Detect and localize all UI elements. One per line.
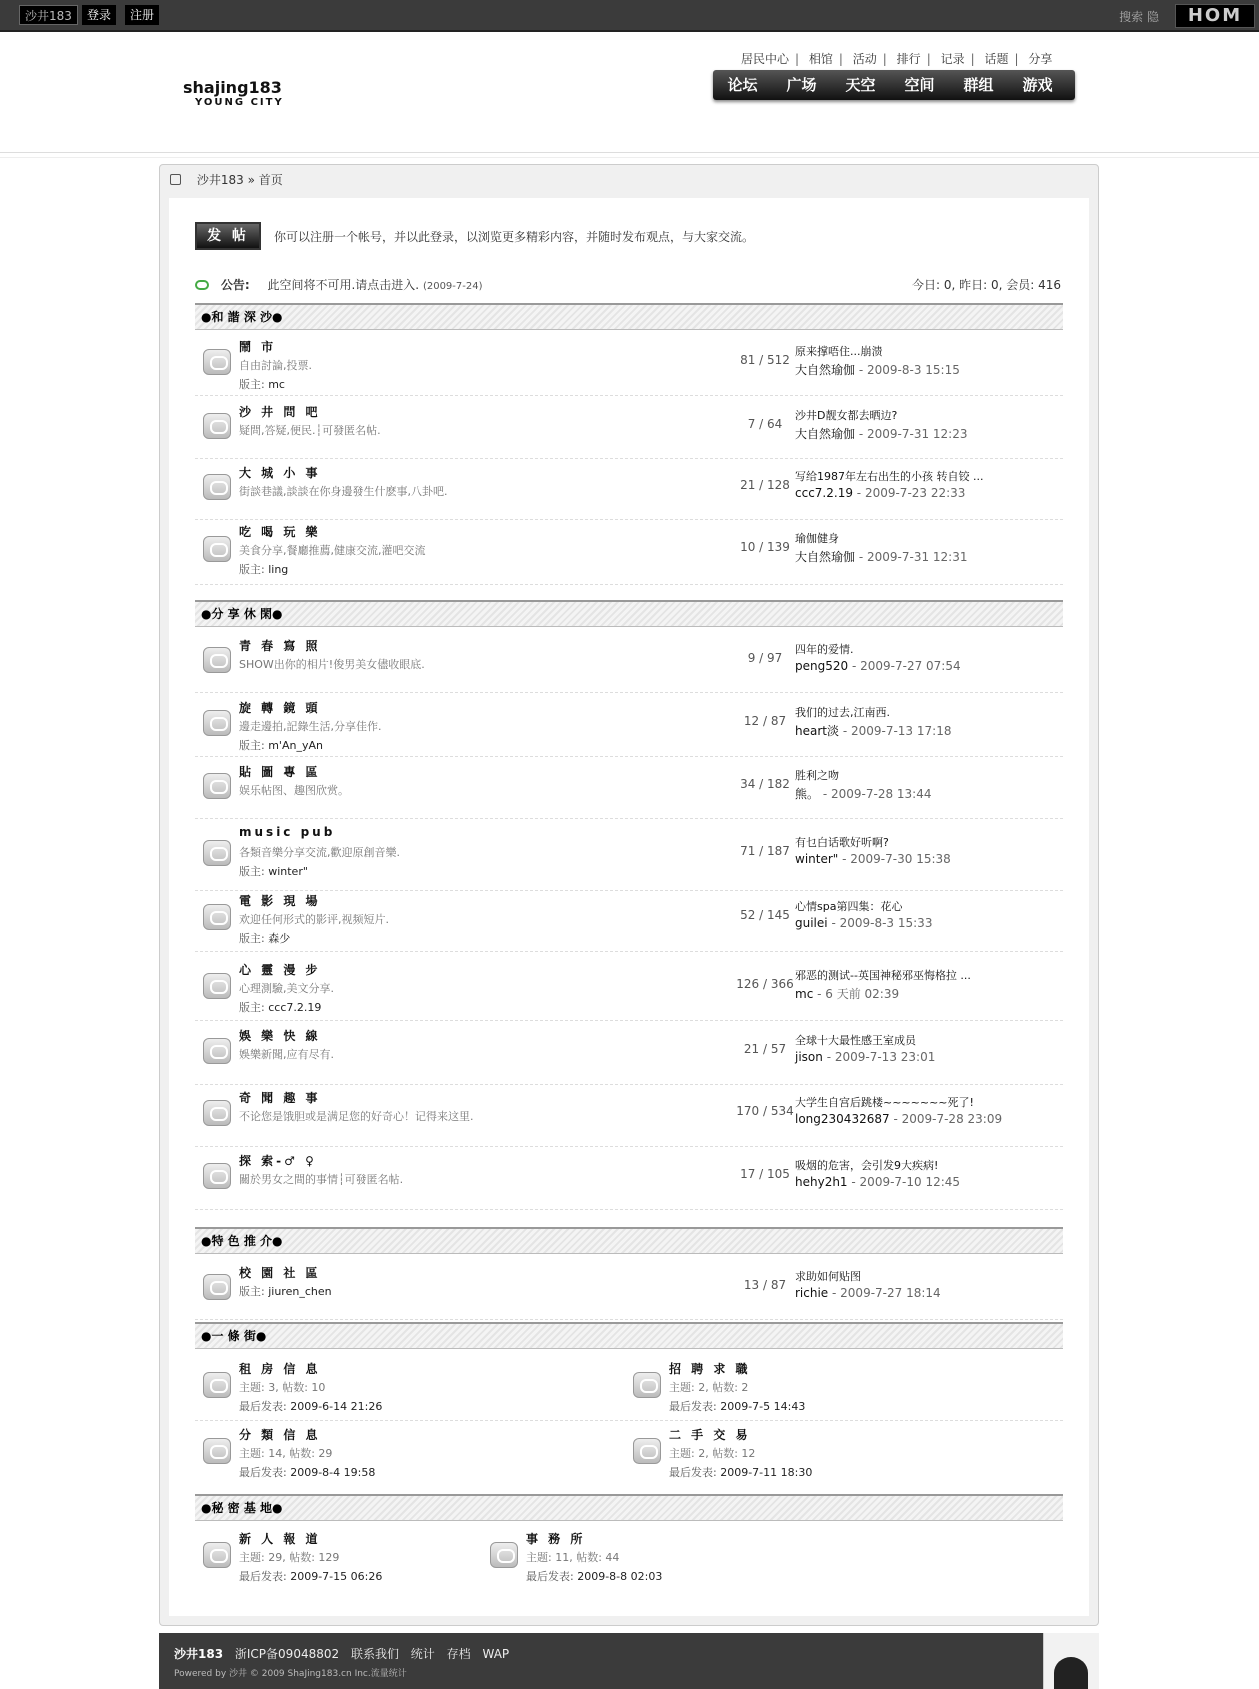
login-link[interactable]: 登录: [82, 5, 116, 25]
last-post-time: 2009-7-5 14:43: [720, 1400, 806, 1413]
forum-description: 自由討論,投票.: [239, 359, 312, 372]
forum-description: 心理測驗,美文分享.: [239, 982, 334, 995]
last-post-title[interactable]: 沙井D靓女都去晒边?: [795, 409, 898, 422]
announcement-link[interactable]: 此空间将不可用.请点击进入.: [267, 278, 420, 292]
forum-counts: 81 / 512: [740, 353, 790, 367]
top-nav: 居民中心 | 相馆 | 活动 | 排行 | 记录 | 话题 | 分享: [741, 52, 1053, 66]
forum-description: 邊走邊拍,記錄生活,分享佳作.: [239, 720, 382, 733]
nav-space[interactable]: 空间: [904, 76, 935, 94]
last-post-title[interactable]: 我们的过去,江南西.: [795, 706, 890, 719]
moderator-label: 版主:: [239, 1001, 265, 1014]
subforum-stats: 主题: 3, 帖数: 10: [239, 1381, 326, 1394]
last-post-title[interactable]: 写给1987年左右出生的小孩 转自铰 ...: [795, 470, 984, 483]
announcement-icon: [195, 280, 209, 290]
forum-icon: [203, 474, 231, 500]
subforum-last: [239, 1464, 375, 1480]
forum-icon: [203, 413, 231, 439]
section-header[interactable]: ●一 條 街●: [195, 1322, 1063, 1349]
forum-counts: 52 / 145: [740, 908, 790, 922]
forum-row: [195, 957, 1063, 1021]
nav-share[interactable]: 分享: [1028, 52, 1053, 66]
forum-description: 娛樂新聞,应有尽有.: [239, 1048, 334, 1061]
last-post-time: - 2009-8-3 15:15: [858, 363, 960, 377]
forum-moderator: [239, 561, 288, 577]
footer-avatar: [1043, 1633, 1099, 1689]
nav-games[interactable]: 游戏: [1022, 76, 1053, 94]
forum-name[interactable]: 校 園 社 區: [239, 1266, 321, 1280]
moderator-name[interactable]: winter": [268, 865, 308, 878]
last-post-meta: [795, 425, 968, 442]
section-header[interactable]: ●秘 密 基 地●: [195, 1494, 1063, 1521]
forum-row: [195, 1023, 1063, 1085]
forum-icon: [203, 1438, 231, 1464]
last-post-title[interactable]: 邪恶的测试--英国神秘邪巫悔格拉 ...: [795, 969, 971, 982]
forum-name[interactable]: 心 靈 漫 步: [239, 963, 321, 977]
forum-counts: 21 / 57: [743, 1042, 787, 1056]
last-post-time: - 6 天前 02:39: [817, 987, 900, 1001]
forum-counts: 34 / 182: [740, 777, 790, 791]
last-post-meta: [795, 1175, 960, 1189]
site-stats: 今日: 0, 昨日: 0, 会员: 416: [911, 278, 1061, 292]
nav-records[interactable]: 记录: [940, 52, 965, 66]
forum-icon: [633, 1438, 661, 1464]
last-post-meta: [795, 1286, 941, 1300]
new-post-button[interactable]: 发 帖: [195, 222, 261, 250]
moderator-label: 版主:: [239, 739, 265, 752]
subforum-name[interactable]: 租 房 信 息: [239, 1362, 321, 1376]
register-link[interactable]: 注册: [125, 5, 159, 25]
last-post-time: 2009-8-4 19:58: [290, 1466, 376, 1479]
forum-icon: [203, 710, 231, 736]
last-post-meta: [795, 916, 932, 930]
last-post-author[interactable]: 大自然瑜伽: [795, 550, 856, 564]
forum-description: 欢迎任何形式的影评,视频短片.: [239, 913, 389, 926]
last-post-title[interactable]: 全球十大最性感王室成员: [795, 1034, 916, 1047]
forum-row: [195, 334, 1063, 396]
announcement-bar: [195, 276, 1061, 293]
nav-groups[interactable]: 群组: [963, 76, 994, 94]
last-label: 最后发表:: [239, 1570, 287, 1583]
forum-icon: [203, 1163, 231, 1189]
forum-description: 各類音樂分享交流,歡迎原創音樂.: [239, 846, 400, 859]
announcement-date: (2009-7-24): [422, 281, 483, 292]
nav-ranking[interactable]: 排行: [896, 52, 921, 66]
subforum-name[interactable]: 新 人 報 道: [239, 1532, 321, 1546]
forum-icon: [203, 1542, 231, 1568]
last-post-time: - 2009-7-31 12:31: [858, 550, 968, 564]
last-post-author[interactable]: 大自然瑜伽: [795, 427, 856, 441]
footer-contact[interactable]: 联系我们: [350, 1647, 399, 1661]
last-post-time: - 2009-7-27 18:14: [832, 1286, 941, 1300]
forum-name[interactable]: music pub: [239, 825, 336, 839]
forum-counts: 12 / 87: [743, 714, 787, 728]
last-post-meta: [795, 1050, 935, 1064]
last-post-meta: [795, 548, 968, 565]
last-post-time: 2009-8-8 02:03: [577, 1570, 663, 1583]
breadcrumb-sep: »: [247, 173, 255, 187]
breadcrumb: [170, 171, 283, 188]
last-post-author[interactable]: heart淡: [795, 724, 839, 738]
breadcrumb-page: 首页: [258, 173, 283, 187]
nav-album[interactable]: 相馆: [808, 52, 833, 66]
last-post-time: - 2009-7-23 22:33: [856, 486, 966, 500]
logo-tagline: YOUNG CITY: [195, 97, 284, 108]
moderator-name[interactable]: m'An_yAn: [268, 739, 323, 752]
forum-name[interactable]: 娛 樂 快 線: [239, 1029, 321, 1043]
last-post-title[interactable]: 四年的爱情.: [795, 643, 854, 656]
nav-resident-center[interactable]: 居民中心: [741, 52, 790, 66]
moderator-name[interactable]: jiuren_chen: [268, 1285, 332, 1298]
last-post-author[interactable]: 熊。: [795, 787, 820, 801]
forum-row: [195, 821, 1063, 891]
last-post-meta: [795, 852, 951, 866]
forum-counts: 10 / 139: [740, 540, 790, 554]
section-header[interactable]: ●特 色 推 介●: [195, 1227, 1063, 1254]
section-header[interactable]: ●分 享 休 閑●: [195, 600, 1063, 627]
subforum-last: [669, 1464, 812, 1480]
forum-icon: [490, 1542, 518, 1568]
subforum-last: [239, 1568, 382, 1584]
announcement-label: 公告:: [220, 278, 250, 292]
subforum-stats: 主题: 2, 帖数: 2: [669, 1381, 749, 1394]
top-bar: [0, 0, 1259, 32]
home-logo[interactable]: HOM: [1175, 4, 1255, 28]
content-area: [169, 198, 1089, 1616]
forum-icon: [203, 647, 231, 673]
section-header[interactable]: ●和 諧 深 沙●: [195, 303, 1063, 330]
forum-icon: [203, 973, 231, 999]
forum-moderator: [239, 1283, 332, 1299]
forum-name[interactable]: 青 春 寫 照: [239, 639, 321, 653]
forum-row: [195, 1260, 1063, 1320]
last-post-time: - 2009-7-28 23:09: [893, 1112, 1003, 1126]
forum-icon: [203, 1372, 231, 1398]
footer-links: [174, 1645, 517, 1662]
moderator-name[interactable]: 森少: [268, 932, 291, 945]
forum-name[interactable]: 奇 聞 趣 事: [239, 1091, 321, 1105]
last-post-time: 2009-6-14 21:26: [290, 1400, 383, 1413]
forum-moderator: [239, 863, 308, 879]
forum-name[interactable]: 探 索-♂ ♀: [239, 1154, 317, 1168]
last-post-author[interactable]: richie: [795, 1286, 829, 1300]
moderator-label: 版主:: [239, 865, 265, 878]
last-post-time: - 2009-7-10 12:45: [851, 1175, 961, 1189]
subforum-cell: [625, 1424, 1045, 1484]
last-post-title[interactable]: 大学生自宫后跳楼~~~~~~~死了!: [795, 1096, 974, 1109]
nav-sky[interactable]: 天空: [845, 76, 876, 94]
footer-icp[interactable]: 浙ICP备09048802: [234, 1647, 340, 1661]
forum-row: [195, 695, 1063, 757]
forum-counts: 21 / 128: [740, 478, 790, 492]
footer-stats[interactable]: 统计: [410, 1647, 435, 1661]
subforum-cell: [195, 1358, 615, 1418]
last-label: 最后发表:: [239, 1400, 287, 1413]
forum-name[interactable]: 旋 轉 鏡 頭: [239, 701, 321, 715]
subforum-cell: [625, 1358, 1045, 1418]
subforum-name[interactable]: 事 務 所: [526, 1532, 586, 1546]
last-post-title[interactable]: 吸烟的危害，会引发9大疾病!: [795, 1159, 939, 1172]
forum-name[interactable]: 電 影 現 場: [239, 894, 321, 908]
nav-events[interactable]: 活动: [852, 52, 877, 66]
forum-row: [195, 1085, 1063, 1147]
forum-description: 美食分享,餐廳推薦,健康交流,灌吧交流: [239, 544, 426, 557]
forum-counts: 126 / 366: [736, 977, 794, 991]
subforum-name[interactable]: 分 類 信 息: [239, 1428, 321, 1442]
forum-row: [195, 399, 1063, 459]
last-post-title[interactable]: 瑜伽健身: [795, 532, 839, 545]
nav-plaza[interactable]: 广场: [786, 76, 817, 94]
last-label: 最后发表:: [526, 1570, 574, 1583]
forum-row: [195, 759, 1063, 819]
last-post-title[interactable]: 原来撑唔住...崩溃: [795, 345, 883, 358]
forum-counts: 9 / 97: [747, 651, 783, 665]
moderator-label: 版主:: [239, 563, 265, 576]
subforum-last: [669, 1398, 805, 1414]
header-divider: [0, 152, 1259, 158]
subforum-name[interactable]: 二 手 交 易: [669, 1428, 751, 1442]
site-logo[interactable]: [183, 78, 284, 108]
last-post-meta: [795, 785, 932, 802]
moderator-name[interactable]: mc: [268, 378, 285, 391]
search-hide-links[interactable]: 搜索 隐: [1119, 10, 1159, 24]
forum-icon: [203, 773, 231, 799]
last-post-meta: [795, 659, 961, 673]
subforum-cell: [482, 1528, 902, 1588]
site-link[interactable]: 沙井183: [19, 5, 78, 25]
footer: [159, 1633, 1099, 1689]
forum-moderator: [239, 930, 290, 946]
last-post-title[interactable]: 有乜白话歌好听啊?: [795, 836, 889, 849]
forum-counts: 13 / 87: [743, 1278, 787, 1292]
last-post-meta: [795, 722, 951, 739]
forum-moderator: [239, 376, 285, 392]
forum-counts: 17 / 105: [740, 1167, 790, 1181]
last-post-title[interactable]: 心情spa第四集：花心: [795, 900, 903, 913]
forum-name[interactable]: 大 城 小 事: [239, 466, 321, 480]
nav-topics[interactable]: 话题: [984, 52, 1009, 66]
forum-row: [195, 888, 1063, 952]
moderator-label: 版主:: [239, 378, 265, 391]
subforum-stats: 主题: 29, 帖数: 129: [239, 1551, 340, 1564]
footer-wap[interactable]: WAP: [482, 1647, 510, 1661]
moderator-name[interactable]: ling: [268, 563, 289, 576]
last-post-time: - 2009-7-30 15:38: [842, 852, 951, 866]
forum-description: 關於男女之間的事情┆可發匿名帖.: [239, 1173, 404, 1186]
subforum-name[interactable]: 招 聘 求 職: [669, 1362, 751, 1376]
forum-counts: 170 / 534: [736, 1104, 794, 1118]
subforum-stats: 主题: 11, 帖数: 44: [526, 1551, 620, 1564]
last-post-time: 2009-7-15 06:26: [290, 1570, 383, 1583]
last-post-author[interactable]: mc: [795, 987, 814, 1001]
forum-name[interactable]: 吃 喝 玩 樂: [239, 525, 321, 539]
subforum-cell: [195, 1424, 615, 1484]
forum-row: [195, 460, 1063, 520]
forum-description: 娱乐帖图、趣图欣赏。: [239, 784, 349, 797]
last-label: 最后发表:: [669, 1466, 717, 1479]
last-post-author[interactable]: 大自然瑜伽: [795, 363, 856, 377]
last-post-time: - 2009-7-27 07:54: [851, 659, 961, 673]
last-post-title[interactable]: 求助如何贴图: [795, 1270, 861, 1283]
last-post-author[interactable]: winter": [795, 852, 839, 866]
forum-description: 街談巷議,談談在你身邊發生什麽事,八卦吧.: [239, 485, 448, 498]
last-post-meta: [795, 985, 899, 1002]
footer-archive[interactable]: 存档: [446, 1647, 471, 1661]
forum-icon: [203, 1038, 231, 1064]
logo-name: shajing183: [183, 78, 282, 97]
last-post-author[interactable]: peng520: [795, 659, 849, 673]
last-post-author[interactable]: guilei: [795, 916, 828, 930]
forum-icon: [203, 1100, 231, 1126]
last-post-meta: [795, 486, 965, 500]
forum-moderator: [239, 737, 323, 753]
moderator-name[interactable]: ccc7.2.19: [268, 1001, 322, 1014]
nav-forum[interactable]: 论坛: [727, 76, 758, 94]
main-nav: [713, 70, 1075, 100]
forum-name[interactable]: 沙 井 問 吧: [239, 405, 321, 419]
main-panel: [159, 164, 1099, 1626]
subforum-last: [239, 1398, 382, 1414]
footer-site[interactable]: 沙井183: [174, 1647, 224, 1661]
forum-description: SHOW出你的相片!俊男美女儘收眼底.: [239, 658, 425, 671]
subforum-stats: 主题: 2, 帖数: 12: [669, 1447, 756, 1460]
last-post-time: - 2009-8-3 15:33: [831, 916, 933, 930]
forum-row: [195, 1148, 1063, 1210]
forum-row: [195, 519, 1063, 585]
last-post-title[interactable]: 胜利之吻: [795, 769, 839, 782]
forum-row: [195, 633, 1063, 693]
footer-powered: Powered by 沙井 © 2009 ShaJing183.cn Inc.流量统计: [174, 1669, 407, 1679]
last-post-time: - 2009-7-28 13:44: [822, 787, 932, 801]
last-post-time: 2009-7-11 18:30: [720, 1466, 813, 1479]
last-post-time: - 2009-7-13 17:18: [842, 724, 952, 738]
forum-icon: [203, 904, 231, 930]
last-label: 最后发表:: [669, 1400, 717, 1413]
forum-icon: [203, 536, 231, 562]
row-divider: [195, 1420, 1063, 1421]
forum-icon: [633, 1372, 661, 1398]
forum-counts: 7 / 64: [747, 417, 783, 431]
clock-icon: [170, 174, 181, 185]
forum-description: 疑問,答疑,便民.┆可發匿名帖.: [239, 424, 381, 437]
forum-description: 不论您是饿胆或是满足您的好奇心！记得来这里.: [239, 1110, 474, 1123]
forum-counts: 71 / 187: [740, 844, 790, 858]
moderator-label: 版主:: [239, 932, 265, 945]
last-post-meta: [795, 1112, 1002, 1126]
last-post-author[interactable]: jison: [795, 1050, 823, 1064]
moderator-label: 版主:: [239, 1285, 265, 1298]
breadcrumb-site[interactable]: 沙井183: [196, 173, 244, 187]
forum-moderator: [239, 999, 321, 1015]
forum-icon: [203, 840, 231, 866]
forum-icon: [203, 1274, 231, 1300]
last-post-time: - 2009-7-13 23:01: [826, 1050, 936, 1064]
intro-text: 你可以注册一个帐号，并以此登录，以浏览更多精彩内容，并随时发布观点，与大家交流。: [274, 230, 755, 244]
last-post-author[interactable]: ccc7.2.19: [795, 486, 853, 500]
forum-name[interactable]: 鬧 市: [239, 340, 277, 354]
last-post-author[interactable]: hehy2h1: [795, 1175, 848, 1189]
subforum-last: [526, 1568, 662, 1584]
last-label: 最后发表:: [239, 1466, 287, 1479]
last-post-author[interactable]: long230432687: [795, 1112, 890, 1126]
forum-name[interactable]: 貼 圖 專 區: [239, 765, 321, 779]
last-post-meta: [795, 361, 960, 378]
forum-icon: [203, 349, 231, 375]
last-post-time: - 2009-7-31 12:23: [858, 427, 968, 441]
subforum-stats: 主题: 14, 帖数: 29: [239, 1447, 333, 1460]
